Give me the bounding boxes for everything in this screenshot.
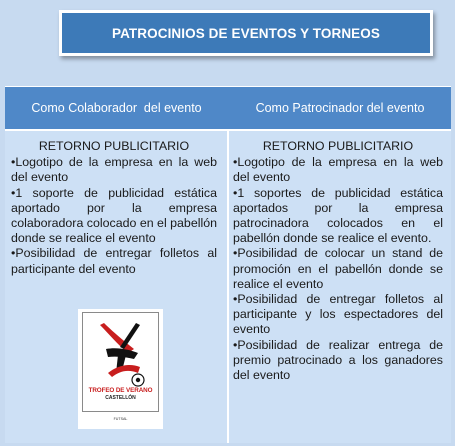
list-item: •Posibilidad de realizar entrega de premio patrocinado a los ganadores del evento [233, 337, 443, 383]
table-header-row [5, 87, 451, 131]
page-title-text: PATROCINIOS DE EVENTOS Y TORNEOS [111, 25, 380, 41]
list-item: •1 soportes de publicidad estática aportados por la empresa patrocinadora colocados en el pabellón donde se realice el evento. [233, 185, 443, 246]
header-patrocinador: Como Patrocinador del evento [255, 101, 425, 115]
logo-futsal-label: FUTSAL [113, 417, 128, 421]
column-colaborador [11, 139, 217, 277]
tournament-logo [78, 309, 163, 429]
list-item: •Logotipo de la empresa en la web del evento [233, 155, 443, 185]
list-item: •1 soporte de publicidad estática aportado por la empresa colaboradora colocado en el pabellón donde se realice el evento [11, 185, 217, 246]
list-item: •Logotipo de la empresa en la web del evento [11, 155, 217, 185]
logo-subcaption: CASTELLÓN [105, 395, 136, 401]
column-heading: RETORNO PUBLICITARIO [262, 139, 414, 153]
logo-caption: TROFEO DE VERANO [88, 387, 153, 394]
sponsorship-table [5, 86, 451, 443]
list-item: •Posibilidad de entregar folletos al participante del evento [11, 246, 217, 276]
header-colaborador: Como Colaborador del evento [31, 101, 202, 115]
list-item: •Posibilidad de entregar folletos al participante y los espectadores del evento [233, 292, 443, 337]
column-patrocinador [233, 139, 443, 383]
page-title [59, 10, 433, 56]
column-heading: RETORNO PUBLICITARIO [38, 139, 190, 153]
logo-emblem-icon [78, 309, 163, 429]
column-divider [227, 131, 229, 443]
list-item: •Posibilidad de colocar un stand de promoción en el pabellón donde se realice el evento [233, 246, 443, 291]
